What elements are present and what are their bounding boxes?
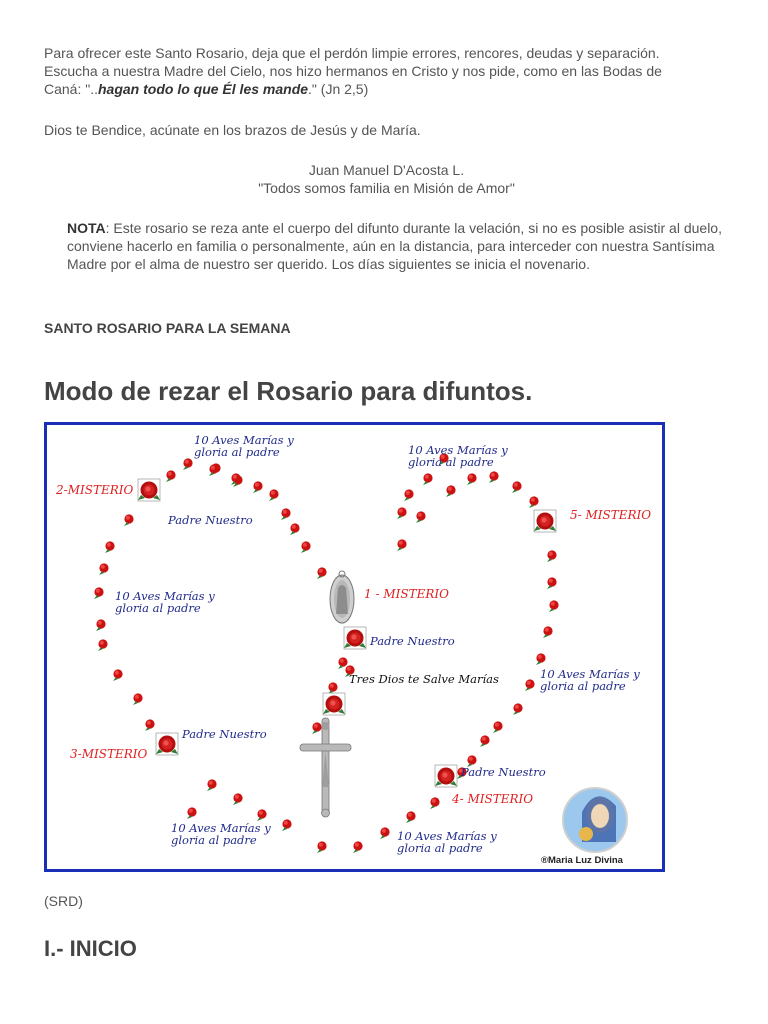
rosary-diagram xyxy=(44,422,665,872)
mystery-2-bead xyxy=(138,479,160,501)
lower-bead xyxy=(323,693,345,715)
credit-text: ®Maria Luz Divina xyxy=(541,855,623,866)
aves-label-b-2: gloria al padre xyxy=(408,455,494,469)
caption: (SRD) xyxy=(44,893,83,909)
mystery-3-bead xyxy=(156,733,178,755)
main-title: Modo de rezar el Rosario para difuntos. xyxy=(44,376,533,406)
padre-nuestro-label-center: Padre Nuestro xyxy=(370,634,455,648)
padre-nuestro-label-bottom: Padre Nuestro xyxy=(461,765,546,779)
mystery-3-label: 3-MISTERIO xyxy=(70,747,148,761)
aves-label-c-1: 10 Aves Marías y xyxy=(115,589,215,603)
intro-line-2: Escucha a nuestra Madre del Cielo, nos hizo hermanos en Cristo y nos pide, como en las Bodas de xyxy=(44,63,662,79)
aves-label-b-1: 10 Aves Marías y xyxy=(408,443,508,457)
note-text: : Este rosario se reza ante el cuerpo del difunto durante la velación, si no es posible asistir al duelo, conviene hacerlo en familia o personalmente, aún en la distancia, para interceder con nuestra Santísima Madre por el alma de nuestro ser querido. Los días siguientes se inicia el novenario. xyxy=(67,220,722,272)
mystery-5-bead xyxy=(534,510,556,532)
aves-label-e-2: gloria al padre xyxy=(171,833,257,847)
padre-nuestro-label-top: Padre Nuestro xyxy=(168,513,253,527)
mystery-4-label: 4- MISTERIO xyxy=(452,792,534,806)
maria-medallion xyxy=(563,788,627,852)
mystery-5-label: 5- MISTERIO xyxy=(570,508,652,522)
section-heading: SANTO ROSARIO PARA LA SEMANA xyxy=(44,320,291,336)
intro-line-1: Para ofrecer este Santo Rosario, deja que el perdón limpie errores, rencores, deudas y separación. xyxy=(44,45,660,61)
intro-line-3-suffix: ." (Jn 2,5) xyxy=(308,81,369,97)
aves-label-d-2: gloria al padre xyxy=(540,679,626,693)
intro-line-3-prefix: Caná: ".. xyxy=(44,81,98,97)
aves-label-a-1: 10 Aves Marías y xyxy=(194,433,294,447)
aves-label-e-1: 10 Aves Marías y xyxy=(171,821,271,835)
aves-label-c-2: gloria al padre xyxy=(115,601,201,615)
aves-label-f-2: gloria al padre xyxy=(397,841,483,855)
intro-quote: hagan todo lo que Él les mande xyxy=(98,81,309,97)
aves-label-a-2: gloria al padre xyxy=(194,445,280,459)
signature-name: Juan Manuel D'Acosta L. xyxy=(308,162,465,178)
mystery-1-label: 1 - MISTERIO xyxy=(364,587,449,601)
tres-dios-label: Tres Dios te Salve Marías xyxy=(349,672,499,686)
note-paragraph xyxy=(67,219,727,273)
padre-nuestro-label-left: Padre Nuestro xyxy=(182,727,267,741)
center-bead xyxy=(344,627,366,649)
blessing-text: Dios te Bendice, acúnate en los brazos de Jesús y de María. xyxy=(44,122,421,138)
note-label: NOTA xyxy=(67,220,106,236)
mystery-2-label: 2-MISTERIO xyxy=(56,483,134,497)
section-inicio: I.- INICIO xyxy=(44,936,137,961)
rosary-diagram-svg xyxy=(44,422,665,872)
aves-label-d-1: 10 Aves Marías y xyxy=(540,667,640,681)
mystery-4-bead xyxy=(435,765,457,787)
aves-label-f-1: 10 Aves Marías y xyxy=(397,829,497,843)
intro-paragraph xyxy=(44,44,729,98)
signature-motto: "Todos somos familia en Misión de Amor" xyxy=(258,180,515,196)
